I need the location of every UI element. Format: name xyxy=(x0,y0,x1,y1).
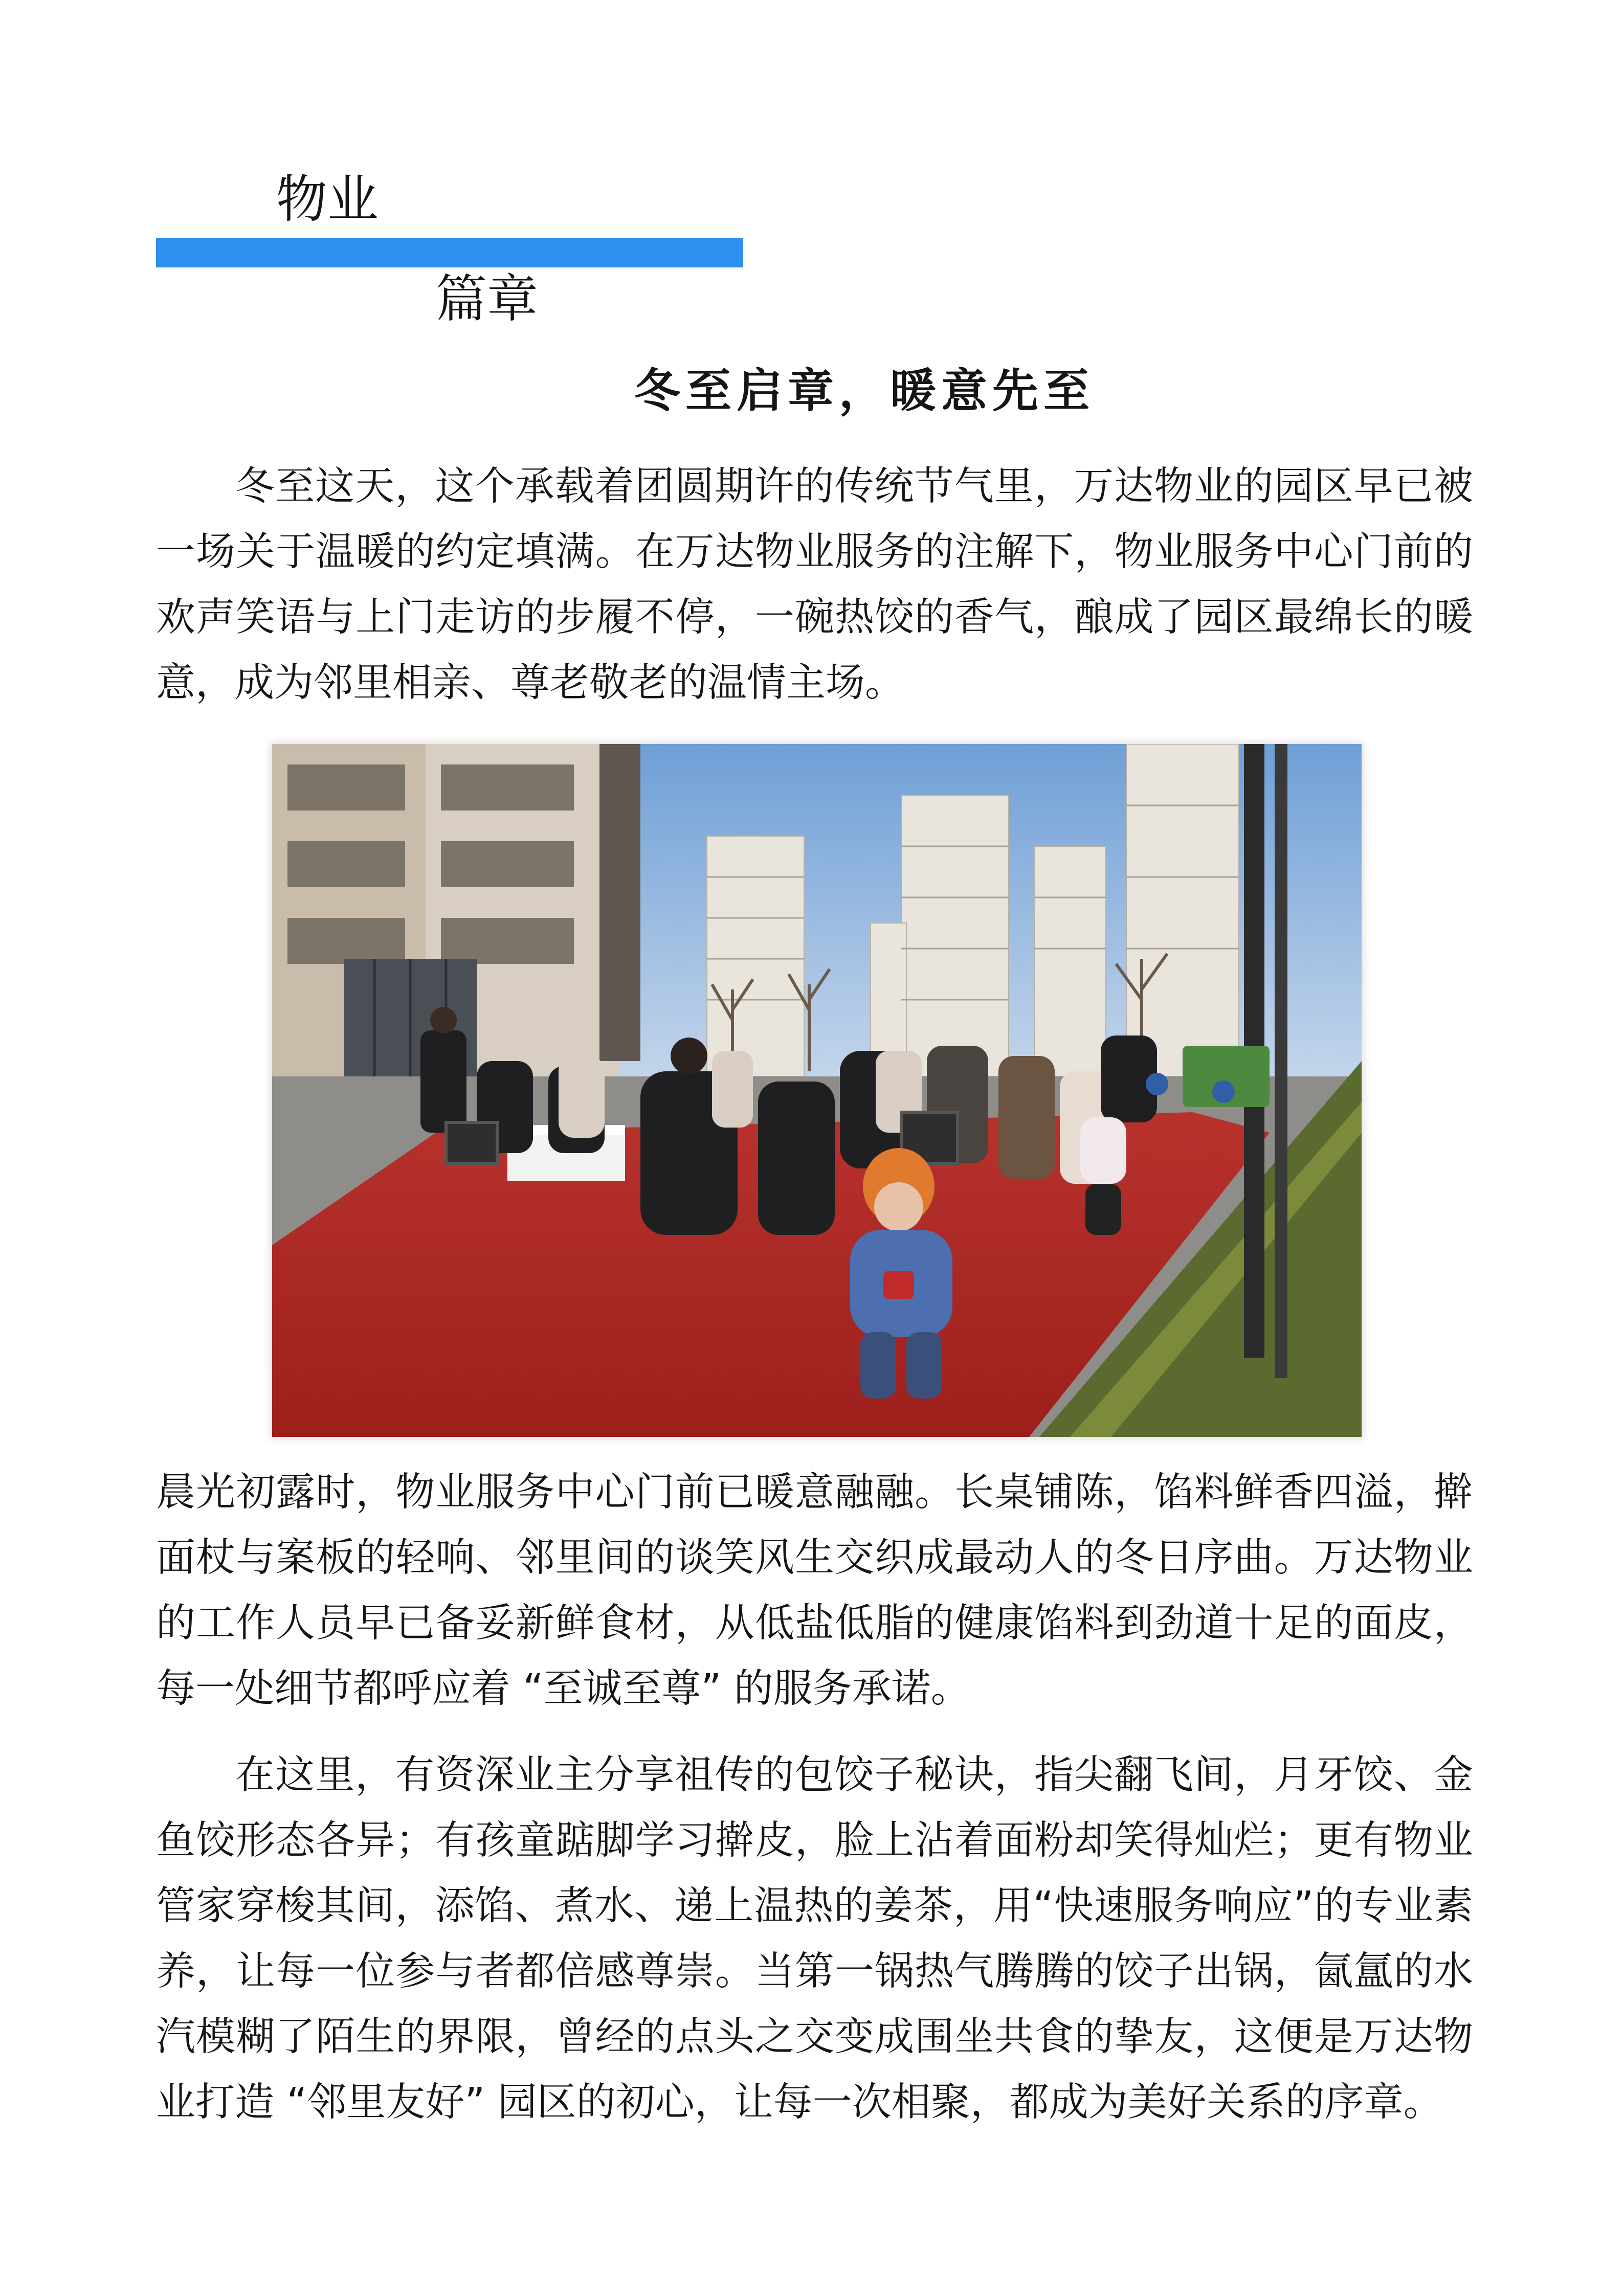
event-photo xyxy=(272,744,1362,1437)
article-paragraph-activities: 在这里，有资深业主分享祖传的包饺子秘诀，指尖翻飞间，月牙饺、金鱼饺形态各异；有孩童踮脚学习擀皮，脸上沾着面粉却笑得灿烂；更有物业管家穿梭其间，添馅、煮水、递上温热的姜茶，用“快速服务响应”的专业素养，让每一位参与者都倍感尊崇。当第一锅热气腾腾的饺子出锅，氤氲的水汽模糊了陌生的界限，曾经的点头之交变成围坐共食的挚友，这便是万达物业打造 “邻里友好” 园区的初心，让每一次相聚，都成为美好关系的序章。 xyxy=(156,1752,1473,2125)
section-label-line1: 物业 xyxy=(276,169,379,229)
article-paragraph-intro: 冬至这天，这个承载着团圆期许的传统节气里，万达物业的园区早已被一场关于温暖的约定填满。在万达物业服务的注解下，物业服务中心门前的欢声笑语与上门走访的步履不停，一碗热饺的香气，酿成了园区最绵长的暖意，成为邻里相亲、尊老敬老的温情主场。 xyxy=(156,464,1473,706)
section-label-line2: 篇章 xyxy=(436,269,538,329)
article-title: 冬至启章，暖意先至 xyxy=(634,364,1095,418)
article-paragraph-morning: 晨光初露时，物业服务中心门前已暖意融融。长桌铺陈，馅料鲜香四溢，擀面杖与案板的轻响、邻里间的谈笑风生交织成最动人的冬日序曲。万达物业的工作人员早已备妥新鲜食材，从低盐低脂的健康馅料到劲道十足的面皮，每一处细节都呼应着 “至诚至尊” 的服务承诺。 xyxy=(156,1470,1473,1712)
